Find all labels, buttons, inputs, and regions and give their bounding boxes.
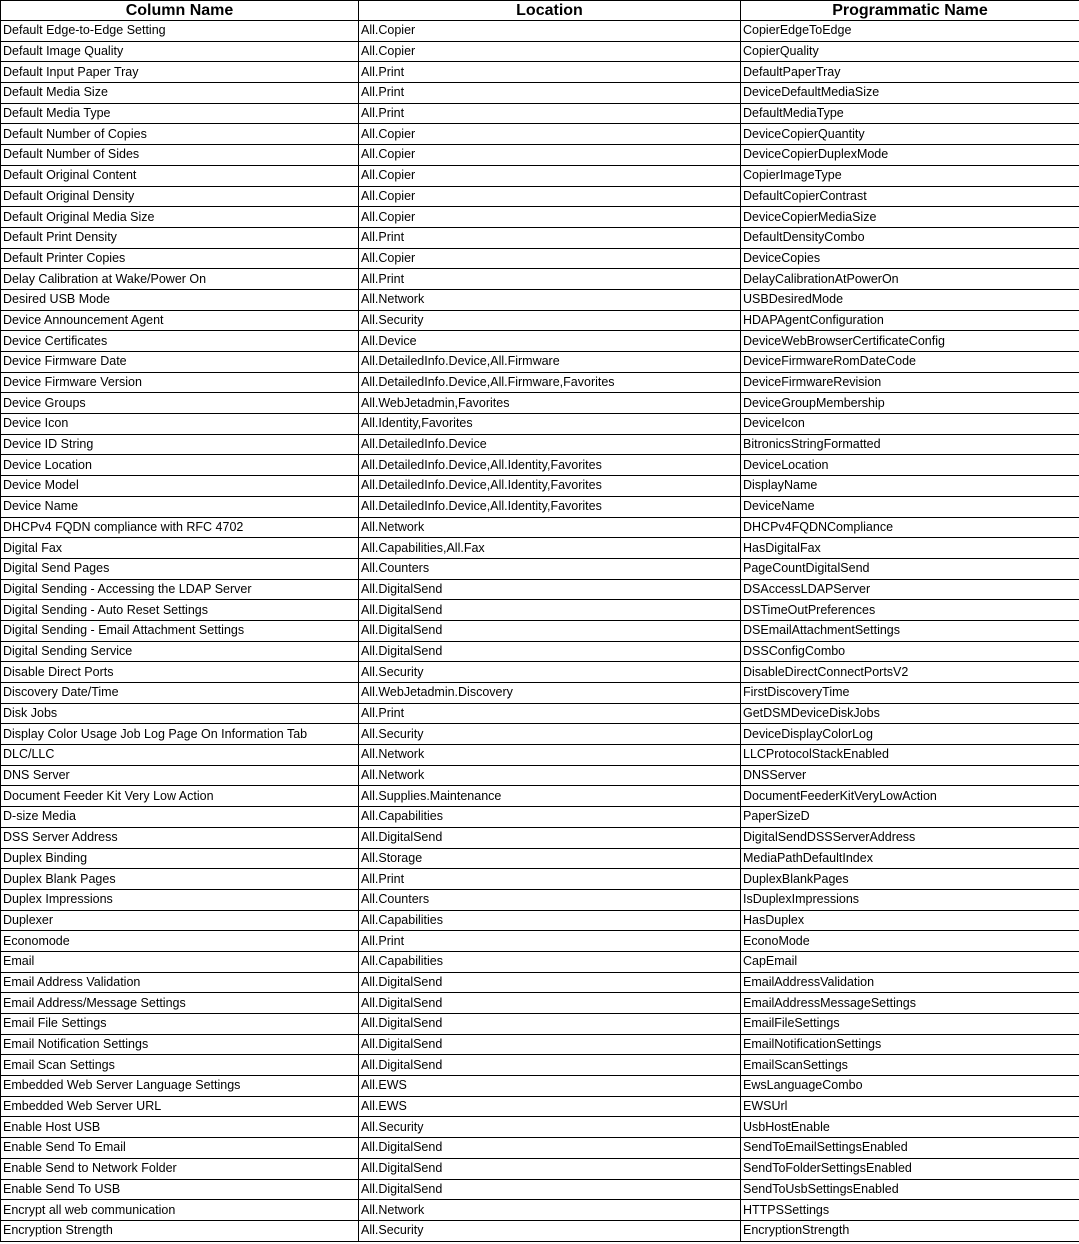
cell-column-name: Email [1,951,359,972]
cell-programmatic-name: DeviceCopierMediaSize [741,207,1079,228]
cell-column-name: Device ID String [1,434,359,455]
cell-programmatic-name: DeviceCopies [741,248,1079,269]
table-row [1,1220,1079,1241]
cell-location: All.Security [359,310,741,331]
cell-column-name: Delay Calibration at Wake/Power On [1,269,359,290]
cell-column-name: Device Name [1,496,359,517]
table-row [1,1034,1079,1055]
table-row [1,1179,1079,1200]
cell-programmatic-name: SendToUsbSettingsEnabled [741,1179,1079,1200]
table-row [1,41,1079,62]
cell-programmatic-name: DSAccessLDAPServer [741,579,1079,600]
cell-location: All.Security [359,662,741,683]
cell-location: All.DigitalSend [359,1014,741,1035]
cell-programmatic-name: GetDSMDeviceDiskJobs [741,703,1079,724]
cell-location: All.DigitalSend [359,972,741,993]
cell-programmatic-name: DSTimeOutPreferences [741,600,1079,621]
table-row [1,476,1079,497]
cell-programmatic-name: DuplexBlankPages [741,869,1079,890]
cell-location: All.Network [359,745,741,766]
cell-programmatic-name: HDAPAgentConfiguration [741,310,1079,331]
cell-column-name: Discovery Date/Time [1,683,359,704]
cell-location: All.DigitalSend [359,1034,741,1055]
cell-column-name: Duplex Blank Pages [1,869,359,890]
cell-location: All.Security [359,1117,741,1138]
cell-location: All.Copier [359,165,741,186]
table-row [1,620,1079,641]
cell-programmatic-name: DeviceDisplayColorLog [741,724,1079,745]
cell-location: All.Print [359,83,741,104]
cell-column-name: Disable Direct Ports [1,662,359,683]
cell-location: All.Print [359,269,741,290]
cell-column-name: Device Firmware Version [1,372,359,393]
cell-location: All.Counters [359,558,741,579]
cell-location: All.DigitalSend [359,1138,741,1159]
cell-column-name: Default Media Type [1,103,359,124]
table-row [1,455,1079,476]
cell-column-name: Disk Jobs [1,703,359,724]
cell-programmatic-name: EWSUrl [741,1096,1079,1117]
cell-programmatic-name: EmailFileSettings [741,1014,1079,1035]
table-row [1,538,1079,559]
cell-location: All.WebJetadmin.Discovery [359,683,741,704]
cell-programmatic-name: EwsLanguageCombo [741,1076,1079,1097]
cell-column-name: Default Number of Sides [1,145,359,166]
cell-location: All.Capabilities,All.Fax [359,538,741,559]
cell-column-name: Duplexer [1,910,359,931]
cell-location: All.Copier [359,41,741,62]
cell-location: All.DigitalSend [359,641,741,662]
cell-column-name: Enable Host USB [1,1117,359,1138]
cell-programmatic-name: PageCountDigitalSend [741,558,1079,579]
cell-column-name: Encrypt all web communication [1,1200,359,1221]
table-row [1,1200,1079,1221]
cell-location: All.Device [359,331,741,352]
table-row [1,1158,1079,1179]
cell-programmatic-name: DeviceDefaultMediaSize [741,83,1079,104]
cell-programmatic-name: DeviceCopierQuantity [741,124,1079,145]
table-row [1,951,1079,972]
cell-location: All.DigitalSend [359,620,741,641]
table-row [1,83,1079,104]
table-row [1,434,1079,455]
cell-programmatic-name: DigitalSendDSSServerAddress [741,827,1079,848]
cell-programmatic-name: CapEmail [741,951,1079,972]
cell-column-name: Device Groups [1,393,359,414]
cell-location: All.DetailedInfo.Device,All.Identity,Favorites [359,476,741,497]
cell-location: All.Storage [359,848,741,869]
cell-column-name: Default Print Density [1,227,359,248]
table-row [1,600,1079,621]
cell-programmatic-name: DefaultCopierContrast [741,186,1079,207]
cell-column-name: Default Input Paper Tray [1,62,359,83]
cell-programmatic-name: DeviceCopierDuplexMode [741,145,1079,166]
cell-location: All.DigitalSend [359,993,741,1014]
table-row [1,558,1079,579]
table-row [1,186,1079,207]
table-row [1,331,1079,352]
cell-location: All.WebJetadmin,Favorites [359,393,741,414]
table-row [1,827,1079,848]
cell-column-name: Email Address/Message Settings [1,993,359,1014]
cell-location: All.Identity,Favorites [359,414,741,435]
table-row [1,496,1079,517]
table-row [1,993,1079,1014]
table-row [1,848,1079,869]
cell-column-name: Device Location [1,455,359,476]
cell-column-name: Device Certificates [1,331,359,352]
cell-location: All.DetailedInfo.Device,All.Identity,Favorites [359,496,741,517]
table-row [1,1076,1079,1097]
cell-column-name: Display Color Usage Job Log Page On Information Tab [1,724,359,745]
table-row [1,931,1079,952]
cell-programmatic-name: DeviceFirmwareRevision [741,372,1079,393]
header-row [1,1,1079,21]
cell-programmatic-name: EncryptionStrength [741,1220,1079,1241]
cell-programmatic-name: DefaultDensityCombo [741,227,1079,248]
table-row [1,807,1079,828]
cell-column-name: Enable Send To Email [1,1138,359,1159]
cell-location: All.DetailedInfo.Device,All.Firmware [359,352,741,373]
cell-location: All.EWS [359,1096,741,1117]
table-row [1,1138,1079,1159]
cell-location: All.Capabilities [359,807,741,828]
cell-programmatic-name: EmailAddressValidation [741,972,1079,993]
table-body [1,21,1079,1242]
cell-column-name: Default Original Content [1,165,359,186]
cell-column-name: Digital Sending - Email Attachment Settings [1,620,359,641]
cell-location: All.Print [359,227,741,248]
header-column-name: Column Name [1,1,359,21]
table-row [1,1117,1079,1138]
cell-column-name: Enable Send To USB [1,1179,359,1200]
table-row [1,352,1079,373]
cell-location: All.Network [359,517,741,538]
cell-column-name: Email Notification Settings [1,1034,359,1055]
cell-programmatic-name: LLCProtocolStackEnabled [741,745,1079,766]
cell-column-name: Email File Settings [1,1014,359,1035]
cell-programmatic-name: DSEmailAttachmentSettings [741,620,1079,641]
cell-column-name: Device Model [1,476,359,497]
header-location: Location [359,1,741,21]
table-row [1,786,1079,807]
table-row [1,910,1079,931]
cell-location: All.Network [359,289,741,310]
table-row [1,745,1079,766]
cell-column-name: DNS Server [1,765,359,786]
cell-column-name: Enable Send to Network Folder [1,1158,359,1179]
cell-programmatic-name: EmailAddressMessageSettings [741,993,1079,1014]
cell-programmatic-name: EmailScanSettings [741,1055,1079,1076]
cell-location: All.Print [359,869,741,890]
cell-location: All.DigitalSend [359,1158,741,1179]
table-row [1,683,1079,704]
cell-programmatic-name: EmailNotificationSettings [741,1034,1079,1055]
cell-location: All.DetailedInfo.Device,All.Firmware,Favorites [359,372,741,393]
cell-column-name: Default Printer Copies [1,248,359,269]
table-row [1,889,1079,910]
cell-column-name: Embedded Web Server URL [1,1096,359,1117]
cell-column-name: Device Icon [1,414,359,435]
cell-programmatic-name: DHCPv4FQDNCompliance [741,517,1079,538]
cell-programmatic-name: IsDuplexImpressions [741,889,1079,910]
cell-location: All.Print [359,703,741,724]
table-row [1,641,1079,662]
cell-location: All.Print [359,103,741,124]
cell-programmatic-name: HasDuplex [741,910,1079,931]
cell-column-name: DHCPv4 FQDN compliance with RFC 4702 [1,517,359,538]
cell-programmatic-name: DeviceIcon [741,414,1079,435]
cell-programmatic-name: UsbHostEnable [741,1117,1079,1138]
cell-location: All.Supplies.Maintenance [359,786,741,807]
header-programmatic-name: Programmatic Name [741,1,1079,21]
cell-programmatic-name: DeviceFirmwareRomDateCode [741,352,1079,373]
cell-location: All.DetailedInfo.Device,All.Identity,Favorites [359,455,741,476]
cell-location: All.DigitalSend [359,1179,741,1200]
table-row [1,724,1079,745]
cell-programmatic-name: MediaPathDefaultIndex [741,848,1079,869]
table-row [1,207,1079,228]
table-row [1,165,1079,186]
cell-column-name: Device Announcement Agent [1,310,359,331]
table-row [1,869,1079,890]
cell-column-name: Default Edge-to-Edge Setting [1,21,359,42]
cell-location: All.Copier [359,186,741,207]
table-row [1,62,1079,83]
cell-location: All.DigitalSend [359,1055,741,1076]
cell-programmatic-name: CopierEdgeToEdge [741,21,1079,42]
table-row [1,765,1079,786]
cell-programmatic-name: SendToFolderSettingsEnabled [741,1158,1079,1179]
table-row [1,103,1079,124]
cell-programmatic-name: DeviceName [741,496,1079,517]
cell-column-name: Embedded Web Server Language Settings [1,1076,359,1097]
cell-programmatic-name: DisplayName [741,476,1079,497]
cell-programmatic-name: FirstDiscoveryTime [741,683,1079,704]
cell-location: All.Security [359,724,741,745]
table-row [1,1096,1079,1117]
cell-programmatic-name: CopierImageType [741,165,1079,186]
cell-column-name: Default Original Media Size [1,207,359,228]
table-row [1,310,1079,331]
cell-column-name: Document Feeder Kit Very Low Action [1,786,359,807]
cell-programmatic-name: PaperSizeD [741,807,1079,828]
cell-location: All.DetailedInfo.Device [359,434,741,455]
table-row [1,517,1079,538]
table-row [1,248,1079,269]
table-row [1,393,1079,414]
cell-programmatic-name: CopierQuality [741,41,1079,62]
cell-programmatic-name: DefaultMediaType [741,103,1079,124]
table-row [1,1014,1079,1035]
cell-column-name: Encryption Strength [1,1220,359,1241]
cell-column-name: Digital Sending - Auto Reset Settings [1,600,359,621]
table-row [1,124,1079,145]
cell-column-name: Default Original Density [1,186,359,207]
cell-location: All.Copier [359,21,741,42]
cell-programmatic-name: DeviceLocation [741,455,1079,476]
table-row [1,289,1079,310]
cell-column-name: Desired USB Mode [1,289,359,310]
cell-column-name: Default Media Size [1,83,359,104]
cell-location: All.Copier [359,207,741,228]
cell-programmatic-name: DSSConfigCombo [741,641,1079,662]
table-row [1,579,1079,600]
cell-location: All.Capabilities [359,910,741,931]
cell-column-name: Duplex Impressions [1,889,359,910]
cell-location: All.Copier [359,124,741,145]
cell-location: All.Network [359,1200,741,1221]
cell-column-name: Default Image Quality [1,41,359,62]
cell-location: All.DigitalSend [359,600,741,621]
cell-programmatic-name: HasDigitalFax [741,538,1079,559]
cell-column-name: Device Firmware Date [1,352,359,373]
cell-column-name: D-size Media [1,807,359,828]
cell-programmatic-name: DelayCalibrationAtPowerOn [741,269,1079,290]
cell-column-name: Email Address Validation [1,972,359,993]
table-row [1,372,1079,393]
cell-location: All.EWS [359,1076,741,1097]
table-row [1,972,1079,993]
cell-location: All.DigitalSend [359,579,741,600]
table-row [1,703,1079,724]
cell-column-name: Duplex Binding [1,848,359,869]
cell-location: All.Capabilities [359,951,741,972]
cell-programmatic-name: DeviceWebBrowserCertificateConfig [741,331,1079,352]
cell-location: All.Counters [359,889,741,910]
cell-programmatic-name: BitronicsStringFormatted [741,434,1079,455]
cell-location: All.Security [359,1220,741,1241]
cell-programmatic-name: DNSServer [741,765,1079,786]
cell-location: All.Copier [359,248,741,269]
cell-column-name: Digital Sending - Accessing the LDAP Server [1,579,359,600]
cell-location: All.DigitalSend [359,827,741,848]
table-row [1,21,1079,42]
cell-column-name: Default Number of Copies [1,124,359,145]
cell-programmatic-name: DeviceGroupMembership [741,393,1079,414]
cell-column-name: Digital Fax [1,538,359,559]
cell-location: All.Print [359,62,741,83]
cell-column-name: Email Scan Settings [1,1055,359,1076]
table-row [1,662,1079,683]
cell-programmatic-name: HTTPSSettings [741,1200,1079,1221]
table-row [1,414,1079,435]
cell-programmatic-name: DisableDirectConnectPortsV2 [741,662,1079,683]
cell-programmatic-name: SendToEmailSettingsEnabled [741,1138,1079,1159]
table-row [1,145,1079,166]
table-row [1,269,1079,290]
cell-programmatic-name: DefaultPaperTray [741,62,1079,83]
table-row [1,227,1079,248]
cell-programmatic-name: DocumentFeederKitVeryLowAction [741,786,1079,807]
cell-location: All.Print [359,931,741,952]
cell-column-name: Digital Send Pages [1,558,359,579]
table-row [1,1055,1079,1076]
cell-column-name: Digital Sending Service [1,641,359,662]
cell-programmatic-name: EconoMode [741,931,1079,952]
cell-location: All.Copier [359,145,741,166]
cell-column-name: Economode [1,931,359,952]
cell-programmatic-name: USBDesiredMode [741,289,1079,310]
cell-column-name: DLC/LLC [1,745,359,766]
cell-location: All.Network [359,765,741,786]
cell-column-name: DSS Server Address [1,827,359,848]
